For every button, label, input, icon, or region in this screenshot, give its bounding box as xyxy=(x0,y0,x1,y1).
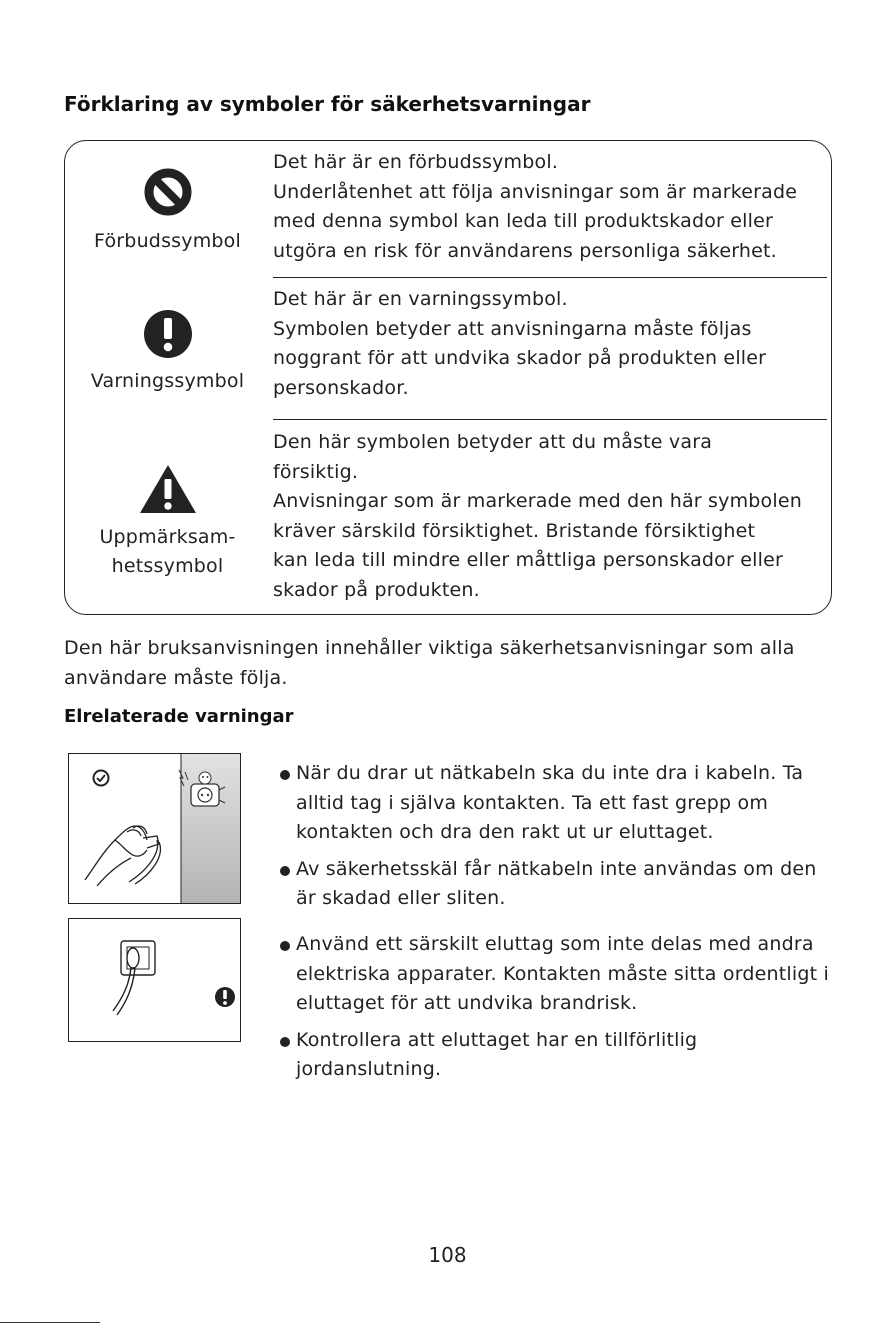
row-divider xyxy=(273,419,827,420)
symbol-text-line: utgöra en risk för användarens personliga säkerhet. xyxy=(273,239,777,262)
symbol-label: hetssymbol xyxy=(111,555,224,577)
symbol-text-line: personskador. xyxy=(273,376,409,399)
list-item: Av säkerhetsskäl får nätkabeln inte användas om den är skadad eller sliten. xyxy=(280,855,840,914)
symbol-text-line: kan leda till mindre eller måttliga personskador eller xyxy=(273,549,784,571)
symbol-text-line: kräver särskild försiktighet. Bristande försiktighet xyxy=(273,519,756,542)
prohibition-icon xyxy=(143,167,193,217)
symbol-text-line: Den här symbolen betyder att du måste vara xyxy=(273,431,713,453)
symbol-label: Uppmärksam- xyxy=(99,526,236,548)
symbol-row-prohibition xyxy=(65,141,831,279)
footer-rule xyxy=(0,1322,100,1323)
page-title: Förklaring av symboler för säkerhetsvarningar xyxy=(64,92,591,116)
bullet-list-unplugging xyxy=(280,759,840,921)
list-item: När du drar ut nätkabeln ska du inte dra i kabeln. Ta alltid tag i själva kontakten. Ta ett fast grepp om kontakten och dra den rakt ut ur eluttaget. xyxy=(280,759,840,848)
symbol-label: Förbudssymbol xyxy=(94,230,241,252)
illustration-unplugging xyxy=(68,753,241,904)
symbol-text-line: noggrant för att undvika skador på produkten eller xyxy=(273,347,767,369)
exclamation-small-icon xyxy=(215,987,235,1007)
prohibition-small-icon xyxy=(94,771,109,786)
wall-socket-icon xyxy=(113,941,155,1015)
socket-illustration xyxy=(69,919,240,1041)
symbol-text-line: Det här är en förbudssymbol. xyxy=(273,151,559,173)
symbol-text-line: Det här är en varningssymbol. xyxy=(273,288,568,310)
symbol-explanation-box xyxy=(64,140,832,615)
symbol-row-caution xyxy=(65,421,831,616)
symbol-text-line: med denna symbol kan leda till produktskador eller xyxy=(273,210,774,232)
warning-triangle-icon xyxy=(138,463,198,515)
list-item: Kontrollera att eluttaget har en tillförlitlig jordanslutning. xyxy=(280,1026,840,1085)
section-title: Elrelaterade varningar xyxy=(64,706,294,727)
bullet-list-socket xyxy=(280,930,840,1092)
symbol-text-line: Underlåtenhet att följa anvisningar som är markerade xyxy=(273,180,798,203)
row-divider xyxy=(273,277,827,278)
page-number: 108 xyxy=(428,1243,467,1267)
symbol-label: Varningssymbol xyxy=(90,370,245,392)
exclamation-icon xyxy=(143,309,193,359)
symbol-text-line: försiktig. xyxy=(273,460,359,483)
illustration-socket xyxy=(68,918,241,1042)
symbol-text-line: Symbolen betyder att anvisningarna måste följas xyxy=(273,317,752,340)
hand-icon xyxy=(85,826,160,886)
symbol-text-line: Anvisningar som är markerade med den här symbolen xyxy=(273,490,802,512)
intro-paragraph: Den här bruksanvisningen innehåller viktiga säkerhetsanvisningar som alla användare måste följa. xyxy=(64,637,795,689)
unplug-illustration xyxy=(69,754,240,903)
list-item: Använd ett särskilt eluttag som inte delas med andra elektriska apparater. Kontakten måste sitta ordentligt i eluttaget för att undvika brandrisk. xyxy=(280,930,840,1019)
symbol-text-line: skador på produkten. xyxy=(273,578,480,601)
symbol-row-warning xyxy=(65,279,831,420)
